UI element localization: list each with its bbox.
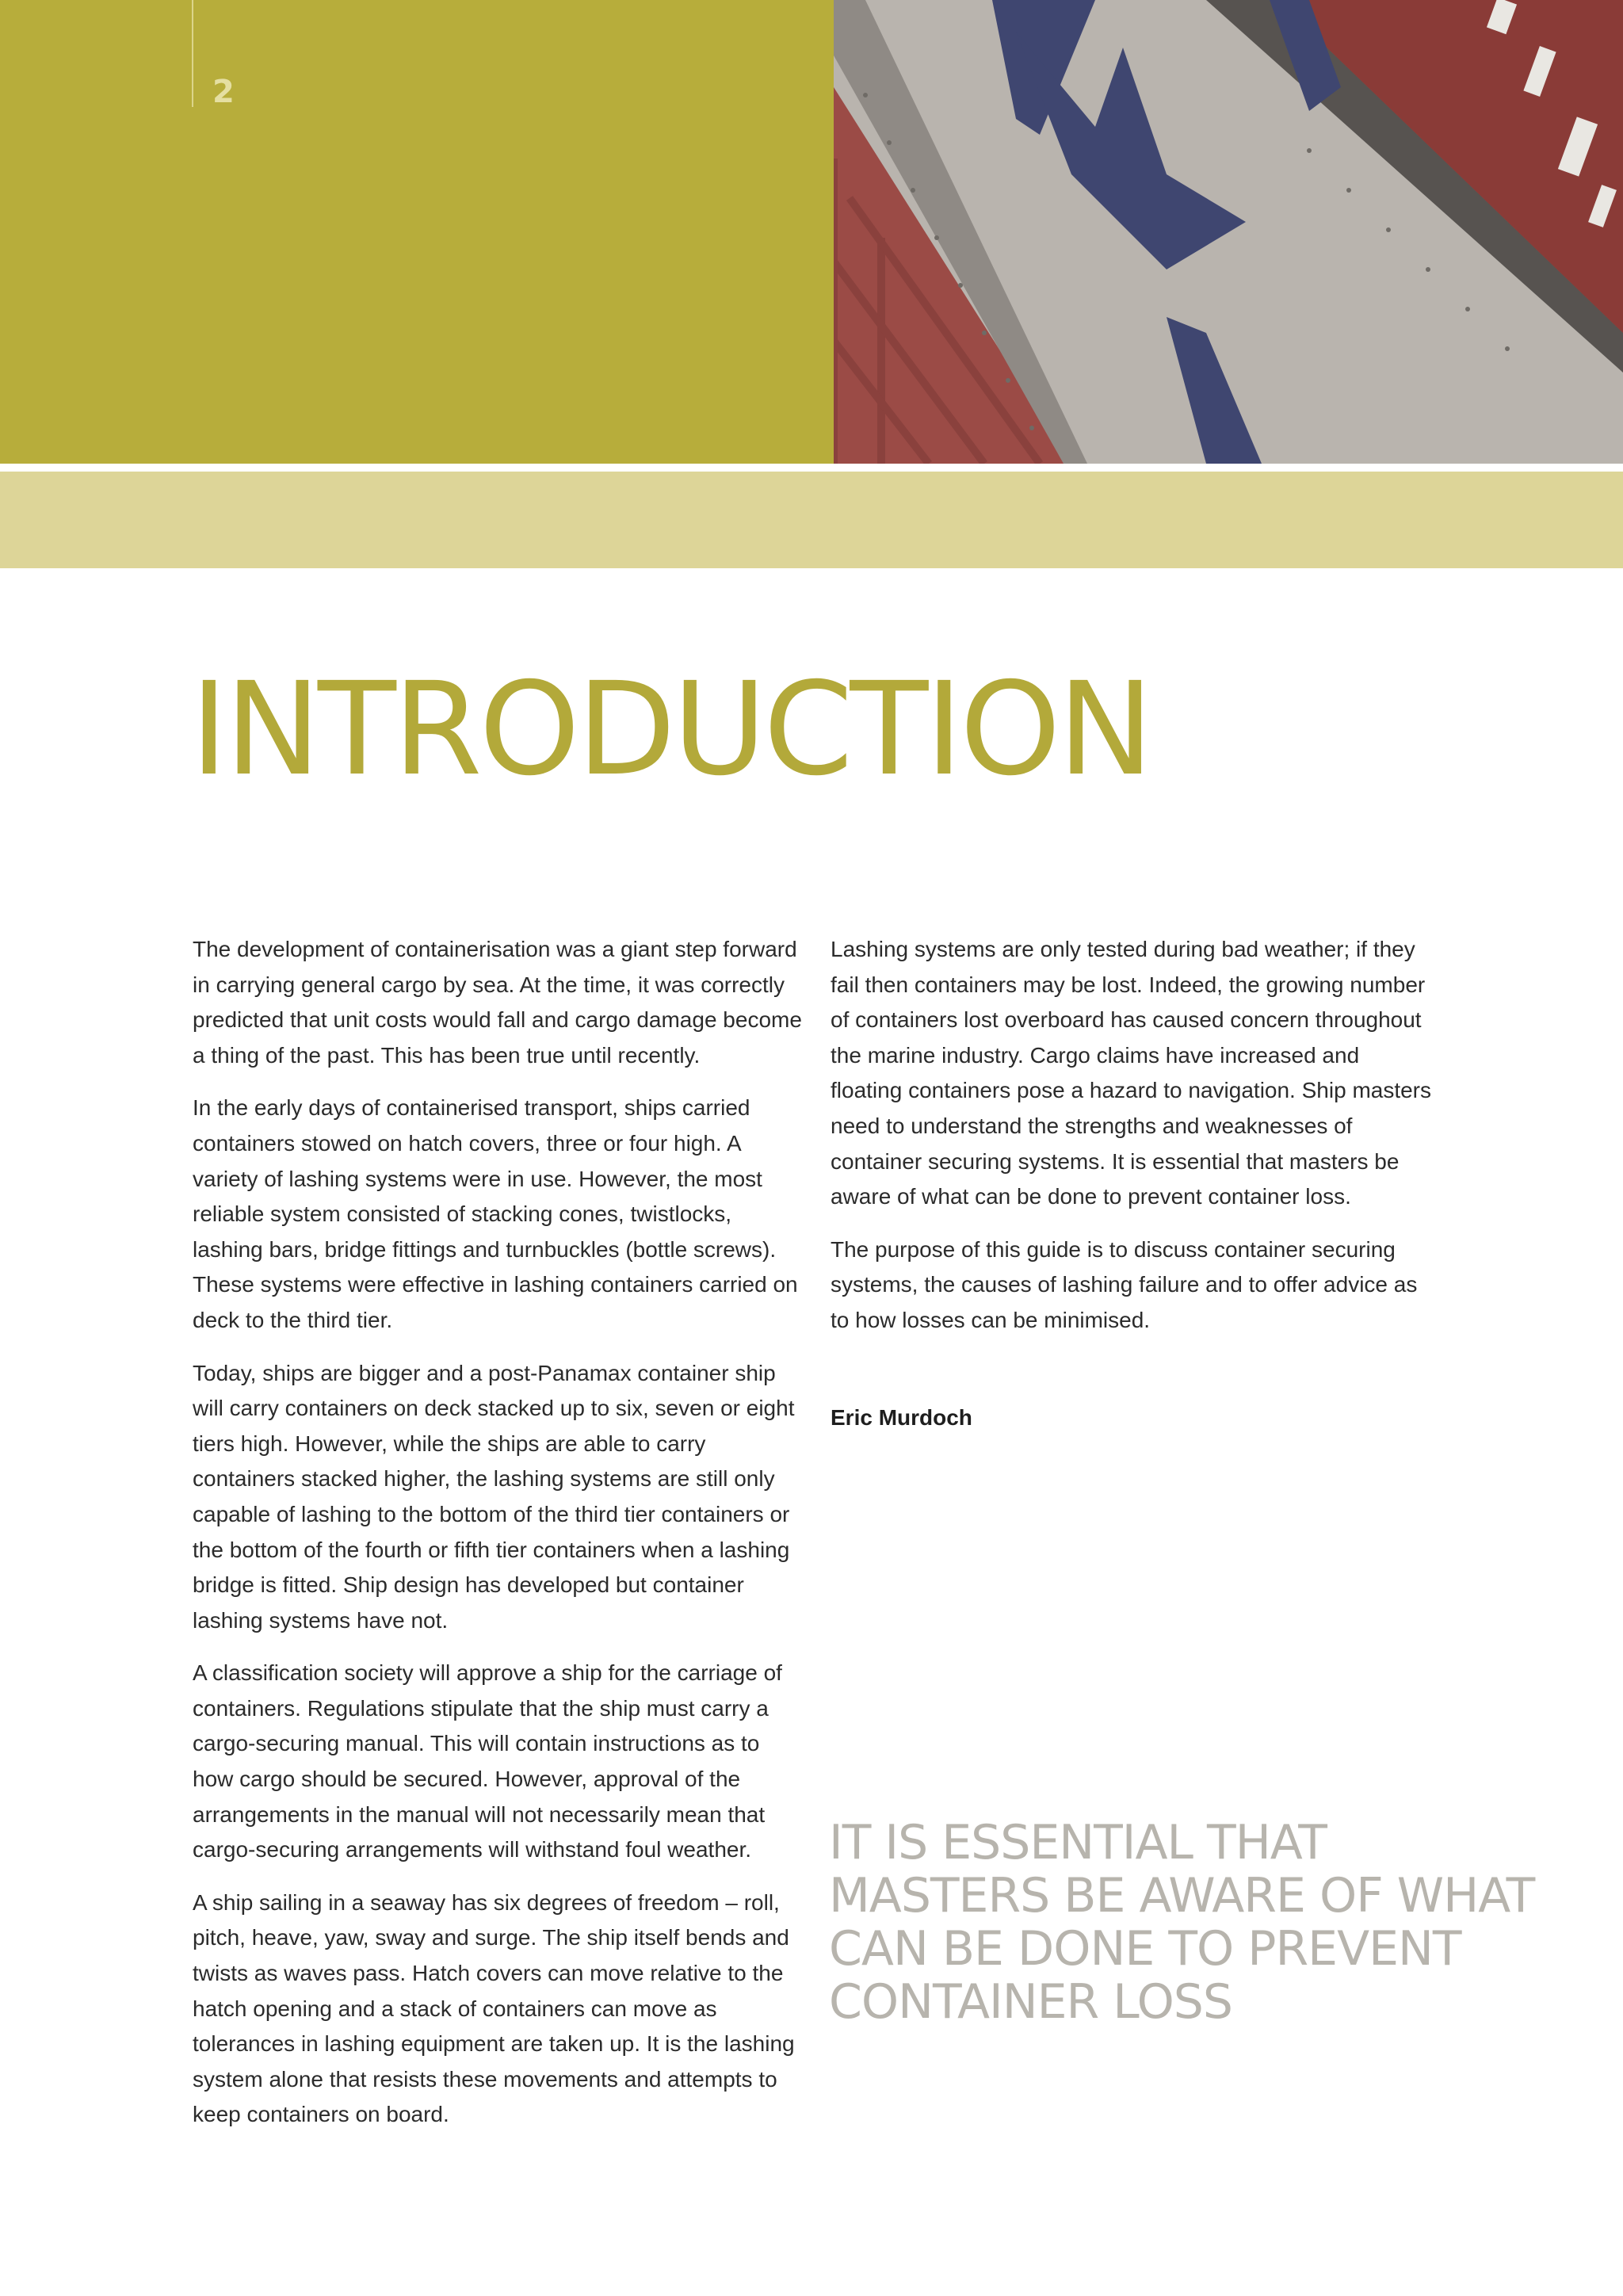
paragraph: The purpose of this guide is to discuss container securing systems, the causes of lashing failure and to offer advice as to how losses can be minimised. [831,1236,1418,1332]
paragraph: In the early days of containerised transport, ships carried containers stowed on hatch covers, three or four high. A variety of lashing systems were in use. However, the most reliable system consisted of stacking cones, twistlocks, lashing bars, bridge fittings and turnbuckles (bottle screws). These systems were effective in lashing containers carried on deck to the third tier. [193,1095,798,1332]
author-name: Eric Murdoch [831,1404,972,1430]
paragraph: Lashing systems are only tested during bad weather; if they fail then containers may be lost. Indeed, the growing number of containers lost overboard has caused concern throughout the marine industry. Cargo claims have increased and floating containers pose a hazard to navigation. Ship masters need to understand the strengths and weaknesses of container securing systems. It is essential that masters be aware of what can be done to prevent container loss. [831,937,1432,1209]
left-column [193,932,803,2150]
header-gap [0,464,1623,472]
header-color-block [0,0,834,464]
paragraph: A classification society will approve a ship for the carriage of containers. Regulations stipulate that the ship must carry a cargo-securing manual. This will contain instructions as to how cargo should be secured. However, approval of the arrangements in the manual will not necessarily mean that cargo-securing arrangements will withstand foul weather. [193,1660,782,1862]
page-number: 2 [212,74,235,110]
light-band [0,472,1623,568]
pull-quote: IT IS ESSENTIAL THAT MASTERS BE AWARE OF WHAT CAN BE DONE TO PREVENT CONTAINER LOSS [829,1815,1535,2030]
paragraph: A ship sailing in a seaway has six degrees of freedom – roll, pitch, heave, yaw, sway and surge. The ship itself bends and twists as waves pass. Hatch covers can move relative to the hatch opening and a stack of containers can move as tolerances in lashing equipment are taken up. It is the lashing system alone that resists these movements and attempts to keep containers on board. [193,1889,795,2127]
right-column [831,932,1433,1453]
page-number-rule [192,0,193,107]
container-photo-image [834,0,1623,464]
paragraph: The development of containerisation was a giant step forward in carrying general cargo by sea. At the time, it was correctly predicted that unit costs would fall and cargo damage become a thing of the past. This has been true until recently. [193,937,802,1068]
page-title: INTRODUCTION [190,655,1151,804]
paragraph: Today, ships are bigger and a post-Panamax container ship will carry containers on deck stacked up to six, seven or eight tiers high. However, while the ships are able to carry containers stacked higher, the lashing systems are still only capable of lashing to the bottom of the third tier containers or the bottom of the fourth or fifth tier containers when a lashing bridge is fitted. Ship design has developed but container lashing systems have not. [193,1360,795,1633]
header-photo [834,0,1623,464]
